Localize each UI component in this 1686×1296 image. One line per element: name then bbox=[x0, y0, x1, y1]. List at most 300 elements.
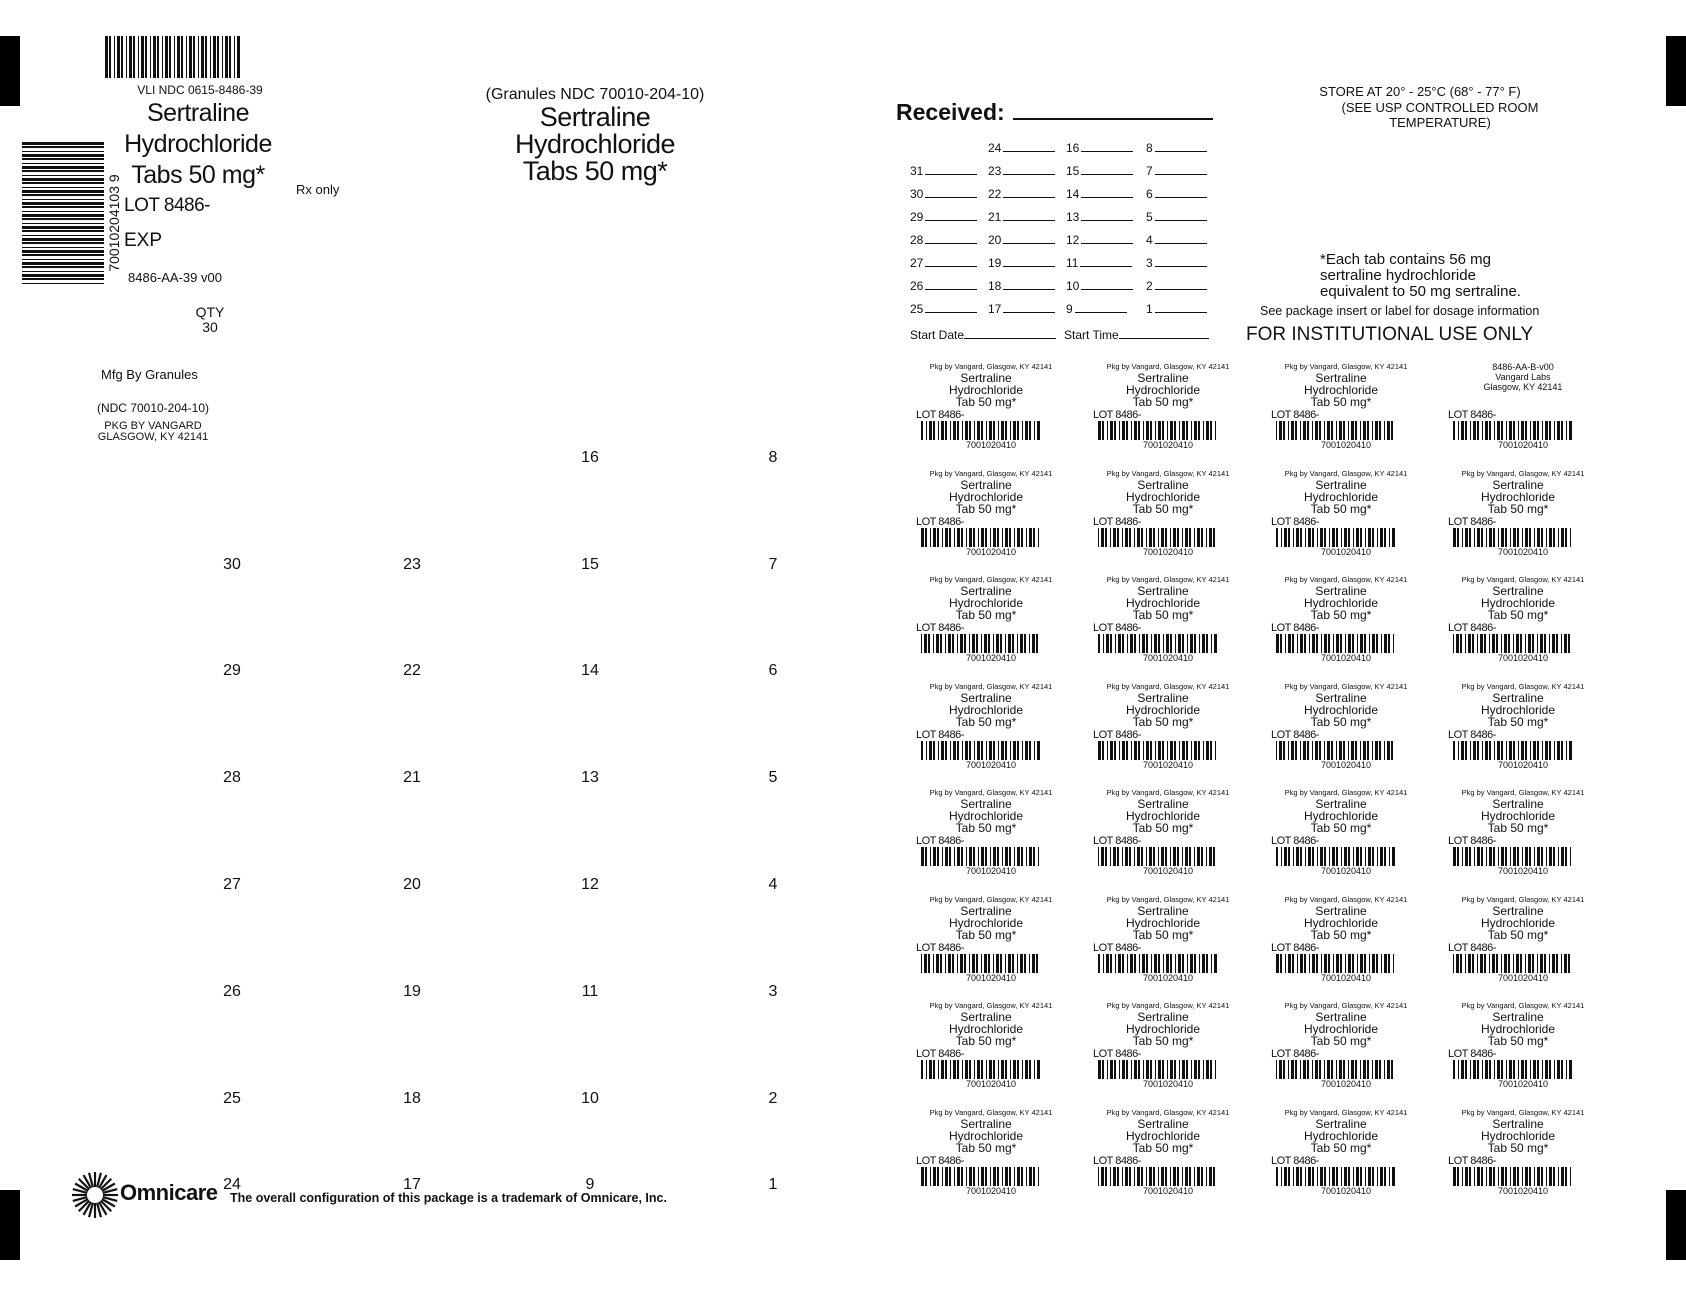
barcode bbox=[1453, 421, 1573, 440]
lot-text: LOT 8486- bbox=[1093, 1154, 1141, 1167]
start-time-label bbox=[1064, 328, 1209, 342]
calendar-entry[interactable]: 20 bbox=[988, 233, 1063, 247]
unit-dose-label bbox=[916, 1108, 1066, 1208]
institutional-use: FOR INSTITUTIONAL USE ONLY bbox=[1246, 324, 1534, 345]
calendar-entry[interactable]: 23 bbox=[988, 164, 1063, 178]
barcode-number: 7001020410 bbox=[1320, 440, 1372, 450]
lot-text: LOT 8486- bbox=[1093, 941, 1141, 954]
drug-name-center-line2: Hydrochloride bbox=[514, 129, 676, 159]
drug-name: Sertraline Hydrochloride Tab 50 mg* bbox=[1303, 797, 1379, 835]
blister-number: 27 bbox=[223, 876, 241, 893]
pkg-by-text: Pkg by Vangard, Glasgow, KY 42141 bbox=[1106, 575, 1230, 584]
barcode bbox=[1453, 528, 1573, 547]
received-label: Received: bbox=[896, 99, 1005, 125]
lot-text: LOT 8486- bbox=[916, 835, 964, 847]
calendar-entry[interactable]: 15 bbox=[1066, 164, 1141, 178]
each-tab-note bbox=[1320, 252, 1521, 300]
drug-name: Sertraline Hydrochloride Tab 50 mg* bbox=[1125, 477, 1201, 516]
pkg-by-text: Pkg by Vangard, Glasgow, KY 42141 bbox=[1461, 894, 1585, 904]
drug-name-left-line1: Sertraline bbox=[147, 99, 249, 127]
barcode bbox=[1453, 741, 1573, 760]
blister-number: 6 bbox=[768, 662, 778, 679]
unit-dose-label bbox=[1093, 1001, 1243, 1101]
each-tab-line1: *Each tab contains 56 mg bbox=[1320, 251, 1491, 268]
blister-number: 2 bbox=[768, 1090, 778, 1107]
lot-text: LOT 8486- bbox=[1448, 728, 1496, 741]
unit-dose-label bbox=[916, 575, 1066, 675]
barcode bbox=[1098, 634, 1218, 653]
barcode bbox=[1276, 1167, 1396, 1186]
calendar-entry[interactable]: 26 bbox=[910, 279, 985, 293]
each-tab-line2: sertraline hydrochloride bbox=[1320, 267, 1476, 284]
calendar-row bbox=[910, 256, 1210, 278]
received-line bbox=[1013, 118, 1213, 120]
drug-name: Sertraline Hydrochloride Tab 50 mg* bbox=[1303, 1116, 1379, 1155]
barcode-number: 7001020410 bbox=[1497, 653, 1549, 663]
pkg-by-text: Pkg by Vangard, Glasgow, KY 42141 bbox=[1461, 468, 1585, 478]
drug-name: Sertraline Hydrochloride Tab 50 mg* bbox=[1480, 797, 1556, 835]
calendar-entry[interactable]: 28 bbox=[910, 233, 985, 247]
drug-name: Sertraline Hydrochloride Tab 50 mg* bbox=[1480, 1116, 1556, 1155]
omnicare-brand: Omnicare bbox=[120, 1180, 218, 1205]
storage-line1: STORE AT 20° - 25°C (68° - 77° F) bbox=[1319, 84, 1521, 99]
drug-name: Sertraline Hydrochloride Tab 50 mg* bbox=[1480, 477, 1556, 516]
barcode-number: 7001020410 bbox=[1497, 1079, 1549, 1089]
drug-name-left-line3: Tabs 50 mg* bbox=[131, 161, 265, 189]
barcode bbox=[921, 421, 1041, 440]
registration-mark-top-left bbox=[0, 36, 20, 106]
barcode bbox=[1453, 1060, 1573, 1079]
calendar-entry[interactable]: 14 bbox=[1066, 187, 1141, 201]
top-barcode bbox=[105, 36, 257, 78]
calendar-entry[interactable]: 8 bbox=[1146, 141, 1221, 155]
pkg-by-text: Pkg by Vangard, Glasgow, KY 42141 bbox=[1106, 468, 1230, 478]
unit-dose-label bbox=[1093, 1108, 1243, 1208]
vli-ndc: VLI NDC 0615-8486-39 bbox=[137, 83, 263, 97]
calendar-entry[interactable]: 30 bbox=[910, 187, 985, 201]
barcode bbox=[1098, 421, 1218, 440]
barcode bbox=[1276, 421, 1396, 440]
unit-dose-label bbox=[916, 362, 1066, 462]
calendar-entry[interactable]: 18 bbox=[988, 279, 1063, 293]
unit-dose-label bbox=[1271, 788, 1421, 888]
barcode bbox=[1098, 954, 1218, 973]
barcode-number: 7001020410 bbox=[965, 546, 1017, 557]
pkg-by-left bbox=[78, 421, 228, 443]
vertical-barcode bbox=[22, 142, 104, 294]
calendar-entry[interactable]: 31 bbox=[910, 164, 985, 178]
lot-text: LOT 8486- bbox=[1448, 835, 1496, 847]
barcode bbox=[1453, 634, 1573, 653]
pkg-by-text: Pkg by Vangard, Glasgow, KY 42141 bbox=[1106, 788, 1230, 797]
lot-text: LOT 8486- bbox=[1271, 728, 1319, 741]
lot-text: LOT 8486- bbox=[1271, 409, 1319, 421]
unit-dose-label bbox=[1093, 788, 1243, 888]
blister-number: 1 bbox=[768, 1176, 778, 1193]
unit-dose-label bbox=[1271, 1108, 1421, 1208]
pkg-by-text: Pkg by Vangard, Glasgow, KY 42141 bbox=[929, 468, 1053, 478]
barcode-number: 7001020410 bbox=[1142, 759, 1194, 770]
drug-name: Sertraline Hydrochloride Tab 50 mg* bbox=[1480, 1010, 1556, 1048]
pkg-by-text: Pkg by Vangard, Glasgow, KY 42141 bbox=[1106, 1001, 1230, 1010]
barcode-number: 7001020410 bbox=[1320, 972, 1372, 983]
drug-name: Sertraline Hydrochloride Tab 50 mg* bbox=[1125, 371, 1201, 409]
calendar-entry[interactable]: 16 bbox=[1066, 141, 1141, 155]
drug-name: Sertraline Hydrochloride Tab 50 mg* bbox=[1303, 371, 1379, 409]
lot-text: LOT 8486- bbox=[1093, 515, 1141, 528]
calendar-entry[interactable]: 1 bbox=[1146, 302, 1221, 316]
each-tab-line3: equivalent to 50 mg sertraline. bbox=[1320, 283, 1521, 300]
barcode-number: 7001020410 bbox=[965, 1185, 1017, 1196]
calendar-row bbox=[910, 279, 1210, 301]
lot-text: LOT 8486- bbox=[1448, 1048, 1496, 1060]
calendar-entry[interactable]: 2 bbox=[1146, 279, 1221, 293]
barcode bbox=[921, 1167, 1041, 1186]
blister-number: 5 bbox=[768, 769, 778, 786]
lot-text: LOT 8486- bbox=[1093, 409, 1141, 421]
drug-name-left-line2: Hydrochloride bbox=[124, 130, 272, 158]
lot-text: LOT 8486- bbox=[916, 728, 964, 741]
barcode-number: 7001020410 bbox=[1142, 653, 1194, 663]
drug-name: Sertraline Hydrochloride Tab 50 mg* bbox=[1125, 903, 1201, 942]
calendar-row bbox=[910, 141, 1210, 163]
blister-number: 17 bbox=[403, 1176, 421, 1193]
blister-number: 24 bbox=[223, 1176, 241, 1193]
pkg-by-text: Pkg by Vangard, Glasgow, KY 42141 bbox=[1461, 788, 1585, 797]
calendar-entry[interactable]: 9 bbox=[1066, 302, 1141, 316]
label-header bbox=[1448, 362, 1598, 392]
barcode-number: 7001020410 bbox=[965, 972, 1017, 983]
lot-text: LOT 8486- bbox=[916, 1048, 964, 1060]
unit-dose-label bbox=[916, 895, 1066, 995]
blister-number: 15 bbox=[581, 556, 599, 573]
barcode-number: 7001020410 bbox=[1497, 866, 1549, 876]
drug-name-center-line1: Sertraline bbox=[539, 102, 651, 132]
unit-dose-label bbox=[1448, 895, 1598, 995]
drug-name: Sertraline Hydrochloride Tab 50 mg* bbox=[1303, 903, 1379, 942]
pkg-by-text: Pkg by Vangard, Glasgow, KY 42141 bbox=[1284, 681, 1408, 691]
barcode-number: 7001020410 bbox=[1142, 866, 1194, 876]
barcode bbox=[921, 1060, 1041, 1079]
calendar-row bbox=[910, 164, 1210, 186]
trademark-notice: The overall configuration of this package is a trademark of Omnicare, Inc. bbox=[230, 1191, 667, 1205]
barcode bbox=[921, 954, 1041, 973]
barcode bbox=[1098, 741, 1218, 760]
drug-name-left bbox=[108, 98, 288, 191]
drug-name: Sertraline Hydrochloride Tab 50 mg* bbox=[948, 1010, 1024, 1048]
blister-number: 23 bbox=[403, 556, 421, 573]
barcode bbox=[1453, 847, 1573, 866]
drug-name: Sertraline Hydrochloride Tab 50 mg* bbox=[948, 477, 1024, 516]
lot-text: LOT 8486- bbox=[1448, 409, 1496, 421]
header-code: 8486-AA-B-v00 bbox=[1492, 362, 1554, 372]
unit-dose-label bbox=[1093, 469, 1243, 569]
blister-number: 10 bbox=[581, 1090, 599, 1107]
pkg-by-text: Pkg by Vangard, Glasgow, KY 42141 bbox=[1106, 362, 1230, 371]
unit-dose-label bbox=[1093, 362, 1243, 462]
barcode bbox=[921, 634, 1041, 653]
lot-text: LOT 8486- bbox=[1448, 941, 1496, 954]
mfg-by: Mfg By Granules bbox=[101, 367, 198, 382]
lot-text: LOT 8486- bbox=[1093, 728, 1141, 741]
qty-value: 30 bbox=[202, 319, 218, 335]
unit-dose-label bbox=[1271, 1001, 1421, 1101]
barcode bbox=[1098, 528, 1218, 547]
barcode bbox=[921, 528, 1041, 547]
lot-left: LOT 8486- bbox=[124, 195, 210, 216]
pkg-by-text: Pkg by Vangard, Glasgow, KY 42141 bbox=[929, 1001, 1053, 1010]
start-time-text: Start Time bbox=[1064, 328, 1119, 342]
blister-number: 11 bbox=[581, 983, 599, 1000]
barcode-number: 7001020410 bbox=[1497, 759, 1549, 770]
drug-name: Sertraline Hydrochloride Tab 50 mg* bbox=[948, 584, 1024, 622]
barcode bbox=[1276, 634, 1396, 653]
barcode bbox=[1276, 847, 1396, 866]
blister-number: 25 bbox=[223, 1090, 241, 1107]
pkg-by-text: Pkg by Vangard, Glasgow, KY 42141 bbox=[1461, 575, 1585, 584]
calendar-entry[interactable]: 6 bbox=[1146, 187, 1221, 201]
drug-name: Sertraline Hydrochloride Tab 50 mg* bbox=[948, 797, 1024, 835]
lot-text: LOT 8486- bbox=[1093, 1048, 1141, 1060]
lot-text: LOT 8486- bbox=[916, 941, 964, 954]
barcode-number: 7001020410 bbox=[965, 653, 1017, 663]
calendar-row bbox=[910, 233, 1210, 255]
unit-dose-label bbox=[1093, 895, 1243, 995]
barcode-number: 7001020410 bbox=[965, 440, 1017, 450]
calendar-row bbox=[910, 210, 1210, 232]
pkg-by-text: Pkg by Vangard, Glasgow, KY 42141 bbox=[1461, 1001, 1585, 1010]
barcode-number: 7001020410 bbox=[1320, 1079, 1372, 1089]
lot-text: LOT 8486- bbox=[1448, 622, 1496, 634]
calendar-entry[interactable]: 10 bbox=[1066, 279, 1141, 293]
drug-name: Sertraline Hydrochloride Tab 50 mg* bbox=[1125, 1116, 1201, 1155]
pkg-by-text: Pkg by Vangard, Glasgow, KY 42141 bbox=[1106, 1107, 1230, 1117]
calendar-entry[interactable]: 17 bbox=[988, 302, 1063, 316]
barcode bbox=[1453, 1167, 1573, 1186]
vertical-barcode-number: 70010204103 9 bbox=[106, 174, 122, 272]
pkg-by-text: Pkg by Vangard, Glasgow, KY 42141 bbox=[929, 894, 1053, 904]
unit-dose-label bbox=[916, 788, 1066, 888]
unit-dose-label bbox=[1093, 682, 1243, 782]
drug-name: Sertraline Hydrochloride Tab 50 mg* bbox=[948, 1116, 1024, 1155]
blister-number: 3 bbox=[768, 983, 778, 1000]
lot-text: LOT 8486- bbox=[1271, 622, 1319, 634]
unit-dose-label bbox=[1448, 469, 1598, 569]
pkg-by-text: Pkg by Vangard, Glasgow, KY 42141 bbox=[1461, 681, 1585, 691]
drug-name: Sertraline Hydrochloride Tab 50 mg* bbox=[1480, 690, 1556, 729]
barcode-number: 7001020410 bbox=[1320, 546, 1372, 557]
calendar-entry[interactable]: 22 bbox=[988, 187, 1063, 201]
drug-name: Sertraline Hydrochloride Tab 50 mg* bbox=[1303, 477, 1379, 516]
drug-name: Sertraline Hydrochloride Tab 50 mg* bbox=[1125, 690, 1201, 729]
blister-number: 8 bbox=[768, 449, 778, 466]
calendar-entry[interactable]: 12 bbox=[1066, 233, 1141, 247]
barcode-number: 7001020410 bbox=[1497, 972, 1549, 983]
see-package-insert: See package insert or label for dosage information bbox=[1260, 304, 1540, 318]
blister-number: 22 bbox=[403, 662, 421, 679]
qty-label: QTY bbox=[195, 304, 225, 320]
barcode-number: 7001020410 bbox=[1142, 1185, 1194, 1196]
pkg-by-text: Pkg by Vangard, Glasgow, KY 42141 bbox=[1284, 468, 1408, 478]
blister-number: 21 bbox=[403, 769, 421, 786]
drug-name: Sertraline Hydrochloride Tab 50 mg* bbox=[1303, 690, 1379, 729]
calendar-entry[interactable]: 7 bbox=[1146, 164, 1221, 178]
calendar-entry[interactable]: 4 bbox=[1146, 233, 1221, 247]
calendar-entry[interactable]: 13 bbox=[1066, 210, 1141, 224]
drug-name: Sertraline Hydrochloride Tab 50 mg* bbox=[1480, 903, 1556, 942]
barcode bbox=[1098, 847, 1218, 866]
barcode-number: 7001020410 bbox=[965, 866, 1017, 876]
drug-name-center-line3: Tabs 50 mg* bbox=[522, 156, 668, 186]
barcode-number: 7001020410 bbox=[1320, 1185, 1372, 1196]
calendar-entry[interactable]: 27 bbox=[910, 256, 985, 270]
header-city: Glasgow, KY 42141 bbox=[1483, 382, 1563, 392]
blister-number: 20 bbox=[403, 876, 421, 893]
barcode-number: 7001020410 bbox=[1142, 546, 1194, 557]
unit-dose-label bbox=[1271, 469, 1421, 569]
registration-mark-top-right bbox=[1666, 36, 1686, 106]
pkg-by-text: Pkg by Vangard, Glasgow, KY 42141 bbox=[1106, 894, 1230, 904]
drug-name-center bbox=[470, 104, 720, 185]
barcode bbox=[1098, 1167, 1218, 1186]
blister-number: 26 bbox=[223, 983, 241, 1000]
barcode-number: 7001020410 bbox=[1142, 440, 1194, 450]
barcode-number: 7001020410 bbox=[1320, 653, 1372, 663]
drug-name: Sertraline Hydrochloride Tab 50 mg* bbox=[948, 371, 1024, 409]
pkg-by-text: Pkg by Vangard, Glasgow, KY 42141 bbox=[1106, 681, 1230, 691]
calendar-entry[interactable]: 29 bbox=[910, 210, 985, 224]
barcode bbox=[1098, 1060, 1218, 1079]
barcode bbox=[1453, 954, 1573, 973]
lot-text: LOT 8486- bbox=[1448, 515, 1496, 528]
lot-text: LOT 8486- bbox=[1093, 835, 1141, 847]
calendar-entry[interactable]: 25 bbox=[910, 302, 985, 316]
drug-name: Sertraline Hydrochloride Tab 50 mg* bbox=[1125, 797, 1201, 835]
blister-number: 19 bbox=[403, 983, 421, 1000]
drug-name: Sertraline Hydrochloride Tab 50 mg* bbox=[1303, 1010, 1379, 1048]
drug-name: Sertraline Hydrochloride Tab 50 mg* bbox=[1480, 584, 1556, 622]
unit-dose-label bbox=[1271, 575, 1421, 675]
blister-number: 4 bbox=[768, 876, 778, 893]
exp-left: EXP bbox=[124, 230, 163, 251]
granules-ndc-left: (NDC 70010-204-10) bbox=[96, 401, 210, 415]
item-code-left: 8486-AA-39 v00 bbox=[128, 270, 222, 285]
barcode bbox=[921, 741, 1041, 760]
blister-number: 14 bbox=[581, 662, 599, 679]
pkg-by-text: Pkg by Vangard, Glasgow, KY 42141 bbox=[929, 681, 1053, 691]
blister-number: 13 bbox=[581, 769, 599, 786]
omnicare-logo-icon bbox=[70, 1170, 120, 1220]
barcode-number: 7001020410 bbox=[1320, 866, 1372, 876]
barcode bbox=[1276, 741, 1396, 760]
barcode bbox=[1276, 954, 1396, 973]
unit-dose-label bbox=[1448, 788, 1598, 888]
calendar-entry[interactable]: 5 bbox=[1146, 210, 1221, 224]
unit-dose-label bbox=[1448, 362, 1598, 462]
barcode-number: 7001020410 bbox=[1497, 440, 1549, 450]
lot-text: LOT 8486- bbox=[1271, 835, 1319, 847]
lot-text: LOT 8486- bbox=[1271, 1154, 1319, 1167]
granules-ndc-center: (Granules NDC 70010-204-10) bbox=[485, 86, 705, 103]
unit-dose-label bbox=[916, 469, 1066, 569]
lot-text: LOT 8486- bbox=[916, 622, 964, 634]
blister-number: 29 bbox=[223, 662, 241, 679]
barcode-number: 7001020410 bbox=[965, 1079, 1017, 1089]
blister-number: 30 bbox=[223, 556, 241, 573]
barcode-number: 7001020410 bbox=[1320, 759, 1372, 770]
barcode bbox=[1276, 1060, 1396, 1079]
unit-dose-label bbox=[916, 682, 1066, 782]
pkg-by-text: Pkg by Vangard, Glasgow, KY 42141 bbox=[1284, 575, 1408, 584]
pkg-by-text: Pkg by Vangard, Glasgow, KY 42141 bbox=[929, 1107, 1053, 1117]
registration-mark-bottom-left bbox=[0, 1190, 20, 1260]
pkg-by-text: Pkg by Vangard, Glasgow, KY 42141 bbox=[929, 788, 1053, 797]
barcode-number: 7001020410 bbox=[1142, 1079, 1194, 1089]
calendar-entry[interactable]: 11 bbox=[1066, 256, 1141, 270]
blister-number: 7 bbox=[768, 556, 778, 573]
storage-line2: (SEE USP CONTROLLED ROOM TEMPERATURE) bbox=[1341, 100, 1539, 130]
rx-only: Rx only bbox=[296, 182, 340, 197]
blister-number: 18 bbox=[403, 1090, 421, 1107]
lot-text: LOT 8486- bbox=[916, 409, 964, 421]
blister-number: 16 bbox=[581, 449, 599, 466]
drug-name: Sertraline Hydrochloride Tab 50 mg* bbox=[1303, 584, 1379, 622]
unit-dose-label bbox=[916, 1001, 1066, 1101]
unit-dose-label bbox=[1093, 575, 1243, 675]
pkg-by-text: Pkg by Vangard, Glasgow, KY 42141 bbox=[1284, 894, 1408, 904]
drug-name: Sertraline Hydrochloride Tab 50 mg* bbox=[948, 690, 1024, 729]
calendar-entry[interactable]: 3 bbox=[1146, 256, 1221, 270]
lot-text: LOT 8486- bbox=[1093, 622, 1141, 634]
calendar-entry[interactable]: 21 bbox=[988, 210, 1063, 224]
barcode-number: 7001020410 bbox=[1142, 972, 1194, 983]
barcode-number: 7001020410 bbox=[1497, 1185, 1549, 1196]
pkg-by-left-line2: GLASGOW, KY 42141 bbox=[97, 431, 209, 443]
calendar-row bbox=[910, 187, 1210, 209]
unit-dose-label bbox=[1271, 895, 1421, 995]
registration-mark-bottom-right bbox=[1666, 1190, 1686, 1260]
pkg-by-text: Pkg by Vangard, Glasgow, KY 42141 bbox=[1284, 1107, 1408, 1117]
unit-dose-label bbox=[1448, 1108, 1598, 1208]
blister-number: 28 bbox=[223, 769, 241, 786]
unit-dose-label bbox=[1448, 1001, 1598, 1101]
start-date-text: Start Date bbox=[910, 328, 965, 342]
pkg-by-text: Pkg by Vangard, Glasgow, KY 42141 bbox=[1284, 788, 1408, 797]
unit-dose-label bbox=[1448, 575, 1598, 675]
lot-text: LOT 8486- bbox=[916, 515, 964, 528]
lot-text: LOT 8486- bbox=[1271, 1048, 1319, 1060]
unit-dose-label bbox=[1448, 682, 1598, 782]
unit-dose-label bbox=[1271, 682, 1421, 782]
lot-text: LOT 8486- bbox=[916, 1154, 964, 1167]
pkg-by-text: Pkg by Vangard, Glasgow, KY 42141 bbox=[929, 362, 1053, 371]
calendar-entry[interactable]: 24 bbox=[988, 141, 1063, 155]
barcode-number: 7001020410 bbox=[1497, 546, 1549, 557]
pkg-by-text: Pkg by Vangard, Glasgow, KY 42141 bbox=[1284, 362, 1408, 371]
drug-name: Sertraline Hydrochloride Tab 50 mg* bbox=[1125, 1010, 1201, 1048]
drug-name: Sertraline Hydrochloride Tab 50 mg* bbox=[948, 903, 1024, 942]
lot-text: LOT 8486- bbox=[1448, 1154, 1496, 1167]
calendar-entry[interactable]: 19 bbox=[988, 256, 1063, 270]
pkg-by-text: Pkg by Vangard, Glasgow, KY 42141 bbox=[929, 575, 1053, 584]
header-company: Vangard Labs bbox=[1495, 372, 1551, 382]
barcode bbox=[921, 847, 1041, 866]
start-date-label bbox=[910, 328, 1056, 342]
blister-number: 12 bbox=[581, 876, 599, 893]
pkg-by-text: Pkg by Vangard, Glasgow, KY 42141 bbox=[1284, 1001, 1408, 1010]
barcode bbox=[1276, 528, 1396, 547]
lot-text: LOT 8486- bbox=[1271, 515, 1319, 528]
